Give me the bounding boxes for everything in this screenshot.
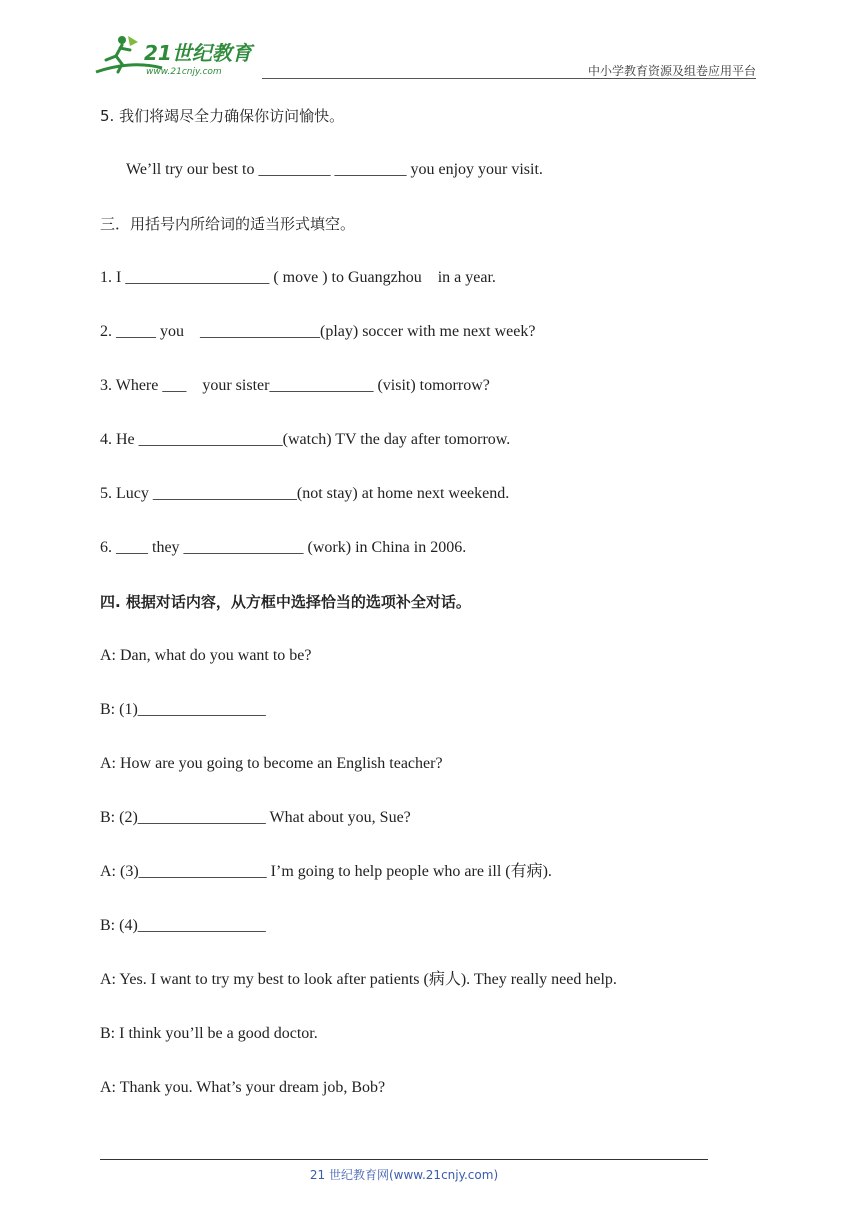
dialogue-line-9: A: Thank you. What’s your dream job, Bob?: [100, 1079, 386, 1096]
dialogue-line-8: B: I think you’ll be a good doctor.: [100, 1025, 318, 1042]
logo: [92, 32, 262, 78]
header-platform-text: 中小学教育资源及组卷应用平台: [587, 64, 756, 78]
dialogue-line-1: A: Dan, what do you want to be?: [100, 647, 312, 664]
exercise-1: 1. I __________________ ( move ) to Guangzhou in a year.: [100, 269, 496, 286]
dialogue-line-4: B: (2)________________ What about you, Sue?: [100, 809, 411, 826]
exercise-5: 5. Lucy __________________(not stay) at home next weekend.: [100, 485, 510, 502]
exercise-3: 3. Where ___ your sister_____________ (visit) tomorrow?: [100, 377, 490, 394]
dialogue-line-7: A: Yes. I want to try my best to look after patients (病人). They really need help.: [100, 971, 617, 988]
question-5-chinese: 5. 我们将竭尽全力确保你访问愉快。: [100, 107, 345, 125]
exercise-6: 6. ____ they _______________ (work) in China in 2006.: [100, 539, 467, 556]
logo-url: www.21cnjy.com: [146, 67, 222, 77]
logo-graphic: [92, 32, 262, 78]
dialogue-line-3: A: How are you going to become an English teacher?: [100, 755, 443, 772]
footer-divider: [100, 1159, 708, 1160]
section-4-heading: 四. 根据对话内容，从方框中选择恰当的选项补全对话。: [100, 593, 471, 611]
dialogue-line-6: B: (4)________________: [100, 917, 266, 934]
exercise-2: 2. _____ you _______________(play) soccer with me next week?: [100, 323, 536, 340]
dialogue-line-2: B: (1)________________: [100, 701, 266, 718]
header-divider: [262, 78, 756, 79]
page-header: [0, 0, 860, 80]
exercise-4: 4. He __________________(watch) TV the day after tomorrow.: [100, 431, 511, 448]
logo-text: 21世纪教育: [144, 41, 252, 65]
dialogue-line-5: A: (3)________________ I’m going to help people who are ill (有病).: [100, 863, 552, 880]
footer-link[interactable]: 21 世纪教育网(www.21cnjy.com): [309, 1168, 499, 1182]
question-5-english: We’ll try our best to _________ _________ you enjoy your visit.: [126, 161, 543, 178]
section-3-heading: 三．用括号内所给词的适当形式填空。: [100, 215, 356, 233]
